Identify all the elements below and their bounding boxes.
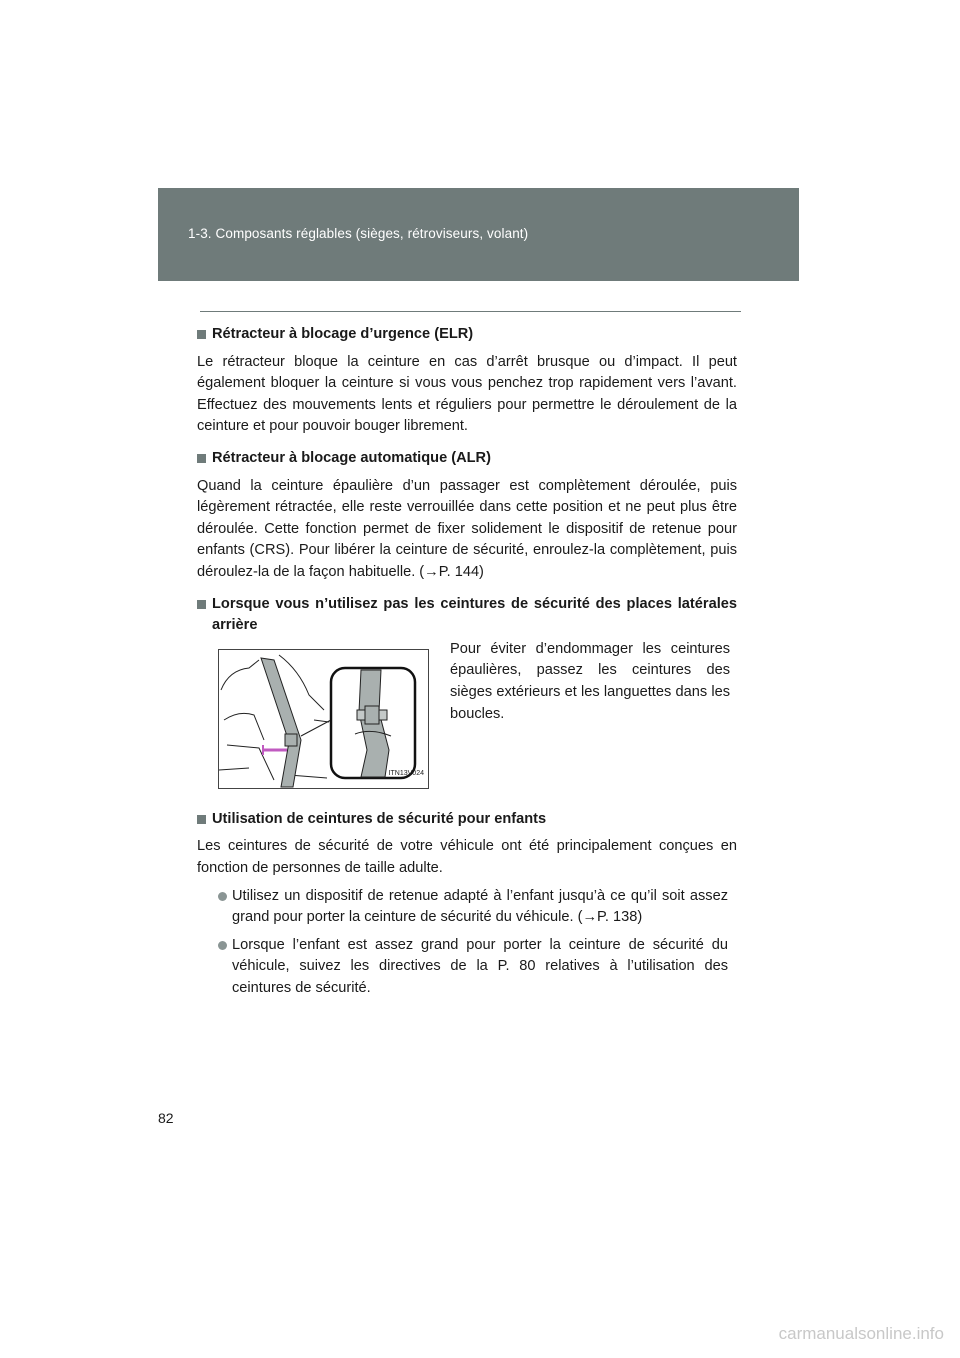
paragraph-children: Les ceintures de sécurité de votre véhicule ont été principalement conçues en fonction de personnes de taille adulte. bbox=[197, 838, 737, 876]
round-bullet-icon bbox=[218, 941, 227, 950]
page-number: 82 bbox=[158, 1110, 174, 1126]
page-content bbox=[197, 324, 737, 999]
list-item bbox=[218, 935, 728, 1000]
list-item bbox=[218, 886, 728, 929]
list-item-text: Utilisez un dispositif de retenue adapté à l’enfant jusqu’à ce qu’il soit assez grand pour porter la ceinture de sécurité du véhicule. (→P. 138) bbox=[232, 887, 728, 926]
heading-text: Utilisation de ceintures de sécurité pour enfants bbox=[212, 810, 547, 827]
figure-code: ITN13V024 bbox=[388, 770, 424, 778]
heading-text: Rétracteur à blocage d’urgence (ELR) bbox=[212, 326, 474, 342]
heading-text: Rétracteur à blocage automatique (ALR) bbox=[212, 449, 491, 466]
figure-caption: Pour éviter d’endommager les ceintures épaulières, passez les ceintures des sièges extérieurs et les languettes dans les boucles. bbox=[450, 640, 730, 722]
section-header-band bbox=[158, 188, 799, 281]
figure-row bbox=[197, 640, 737, 797]
square-bullet-icon bbox=[197, 330, 206, 339]
heading-alr bbox=[197, 448, 737, 470]
heading-elr bbox=[197, 324, 737, 346]
header-rule bbox=[200, 311, 741, 312]
square-bullet-icon bbox=[197, 454, 206, 463]
watermark: carmanualsonline.info bbox=[778, 1324, 944, 1343]
round-bullet-icon bbox=[218, 892, 227, 901]
heading-children bbox=[197, 809, 737, 831]
square-bullet-icon bbox=[197, 600, 206, 609]
heading-rear-belts bbox=[197, 594, 737, 637]
paragraph-elr: Le rétracteur bloque la ceinture en cas d’arrêt brusque ou d’impact. Il peut également bloquer la ceinture si vous vous penchez trop rapidement vers l’avant. Effectuez des mouvements lents et réguliers pour permettre le déroulement de la ceinture et pour pouvoir bouger librement. bbox=[197, 353, 737, 435]
paragraph-alr: Quand la ceinture épaulière d’un passager est complètement déroulée, puis légèrement rétractée, elle reste verrouillée dans cette position et ne peut plus être déroulée. Cette fonction permet de fixer solidement le dispositif de retenue pour enfants (CRS). Pour libérer la ceinture de sécurité, enroulez-la complètement, puis déroulez-la de la façon habituelle. (→P. 144) bbox=[197, 477, 737, 580]
list-item-text: Lorsque l’enfant est assez grand pour porter la ceinture de sécurité du véhicule, suivez les directives de la P. 80 relatives à l’utilisation des ceintures de sécurité. bbox=[232, 936, 728, 996]
section-title: 1-3. Composants réglables (sièges, rétroviseurs, volant) bbox=[188, 226, 529, 241]
square-bullet-icon bbox=[197, 815, 206, 824]
heading-text: Lorsque vous n’utilisez pas les ceintures de sécurité des places latérales arrière bbox=[212, 595, 737, 634]
seatbelt-illustration bbox=[218, 649, 429, 789]
